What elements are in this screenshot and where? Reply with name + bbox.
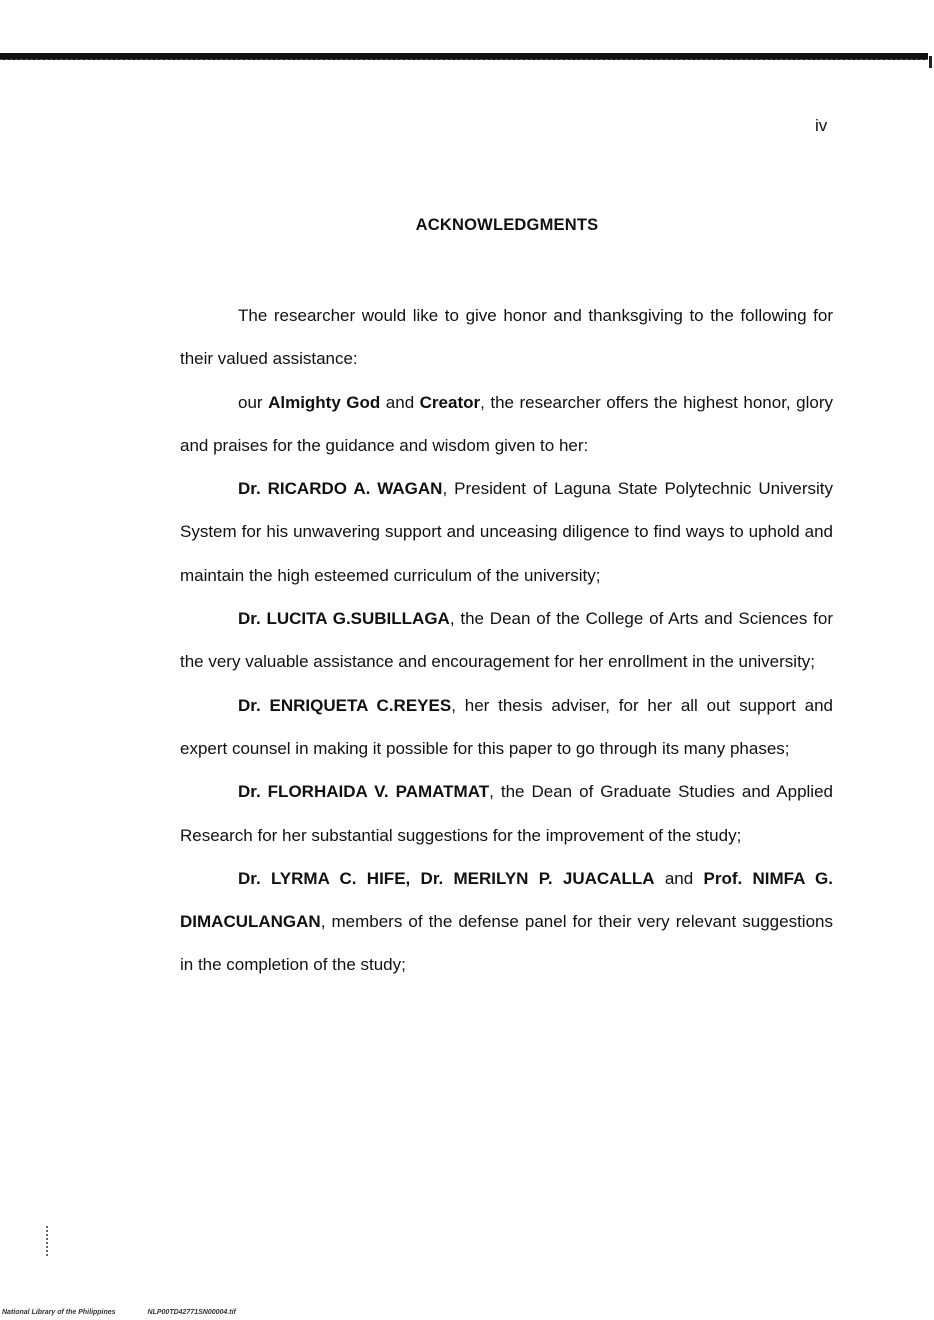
paragraph-text: , members of the defense panel for their very relevant suggestions in the completion of the study; — [180, 912, 833, 975]
top-scan-tick — [929, 56, 932, 68]
bold-name: Dr. ENRIQUETA C.REYES — [238, 695, 452, 715]
paragraph-subillaga — [180, 597, 833, 684]
paragraph-text: and — [380, 392, 420, 412]
bold-name: Almighty God — [268, 392, 381, 412]
bold-name: Dr. LUCITA G.SUBILLAGA — [238, 609, 450, 629]
scan-artifact — [46, 1226, 51, 1256]
paragraph-pamatmat — [180, 770, 833, 857]
paragraph-text: , the Dean of Graduate Studies and Applied Research for her substantial suggestions for the improvement of the study; — [180, 782, 833, 845]
footer-file-id: NLP00TD42771SN00004.tif — [147, 1309, 236, 1316]
paragraph-text: , the researcher offers the highest honor, glory and praises for the guidance and wisdom given to her: — [180, 392, 833, 455]
paragraph-panel — [180, 857, 833, 987]
bold-name: Creator — [419, 392, 481, 412]
bold-name: Dr. RICARDO A. WAGAN — [238, 479, 443, 499]
paragraph-text: , her thesis adviser, for her all out support and expert counsel in making it possible for this paper to go through its many phases; — [180, 695, 833, 758]
paragraph-wagan — [180, 467, 833, 597]
acknowledgments-body — [180, 294, 833, 987]
top-scan-rule — [0, 53, 928, 60]
page-title: ACKNOWLEDGMENTS — [415, 216, 599, 234]
page-number: iv — [815, 116, 828, 135]
paragraph-text: our — [238, 392, 269, 412]
footer-stamp — [2, 1309, 266, 1316]
paragraph-text: The researcher would like to give honor and thanksgiving to the following for their valued assistance: — [180, 306, 833, 369]
paragraph-reyes — [180, 684, 833, 771]
paragraph-text: and — [654, 868, 704, 888]
paragraph-intro — [180, 294, 833, 381]
paragraph-god — [180, 381, 833, 468]
footer-library: National Library of the Philippines — [2, 1309, 116, 1316]
paragraph-text: , the Dean of the College of Arts and Sciences for the very valuable assistance and encouragement for her enrollment in the university; — [180, 609, 833, 672]
bold-name: Dr. LYRMA C. HIFE, Dr. MERILYN P. JUACALLA — [238, 868, 655, 888]
bold-name: Dr. FLORHAIDA V. PAMATMAT — [238, 782, 490, 802]
paragraph-text: , President of Laguna State Polytechnic University System for his unwavering support and unceasing diligence to find ways to uphold and maintain the high esteemed curriculum of the university; — [180, 479, 833, 585]
bold-name: Prof. NIMFA G. DIMACULANGAN — [180, 868, 833, 932]
